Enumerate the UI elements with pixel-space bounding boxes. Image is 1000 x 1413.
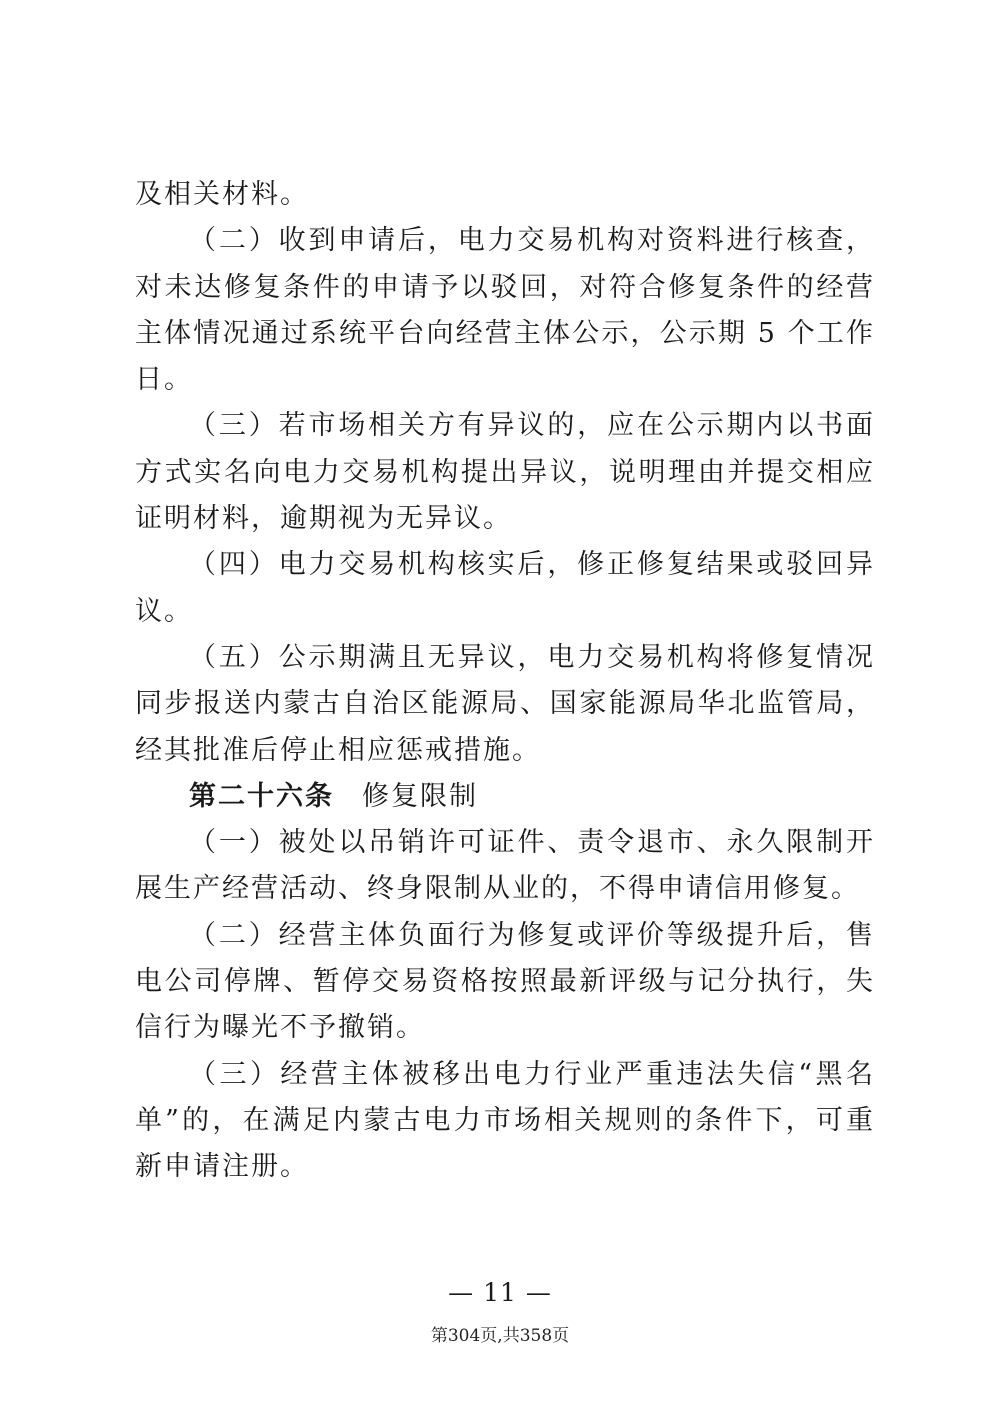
page-counter: 第304页,共358页 — [430, 1326, 570, 1346]
paragraph-item-4: （四）电力交易机构核实后，修正修复结果或驳回异议。 — [135, 549, 875, 627]
article-paragraph-2: （二）经营主体负面行为修复或评价等级提升后，售电公司停牌、暂停交易资格按照最新评级与记分执行，失信行为曝光不予撤销。 — [135, 919, 875, 1044]
article-title: 修复限制 — [362, 780, 478, 812]
article-heading-line — [135, 774, 875, 820]
article-paragraph-3: （三）经营主体被移出电力行业严重违法失信“黑名单”的，在满足内蒙古电力市场相关规则的条件下，可重新申请注册。 — [135, 1058, 875, 1183]
article-paragraph-1: （一）被处以吊销许可证件、责令退市、永久限制开展生产经营活动、终身限制从业的，不得申请信用修复。 — [135, 827, 875, 905]
paragraph-item-2: （二）收到申请后，电力交易机构对资料进行核查，对未达修复条件的申请予以驳回，对符合修复条件的经营主体情况通过系统平台向经营主体公示，公示期 5 个工作日。 — [135, 225, 875, 396]
paragraph-continuation: 及相关材料。 — [135, 179, 309, 210]
document-body — [135, 172, 875, 1191]
paragraph-item-5: （五）公示期满且无异议，电力交易机构将修复情况同步报送内蒙古自治区能源局、国家能源局华北监管局，经其批准后停止相应惩戒措施。 — [135, 641, 875, 766]
page-number: — 11 — — [448, 1278, 552, 1307]
paragraph-item-3: （三）若市场相关方有异议的，应在公示期内以书面方式实名向电力交易机构提出异议，说明理由并提交相应证明材料，逾期视为无异议。 — [135, 410, 875, 535]
article-number: 第二十六条 — [189, 780, 334, 812]
